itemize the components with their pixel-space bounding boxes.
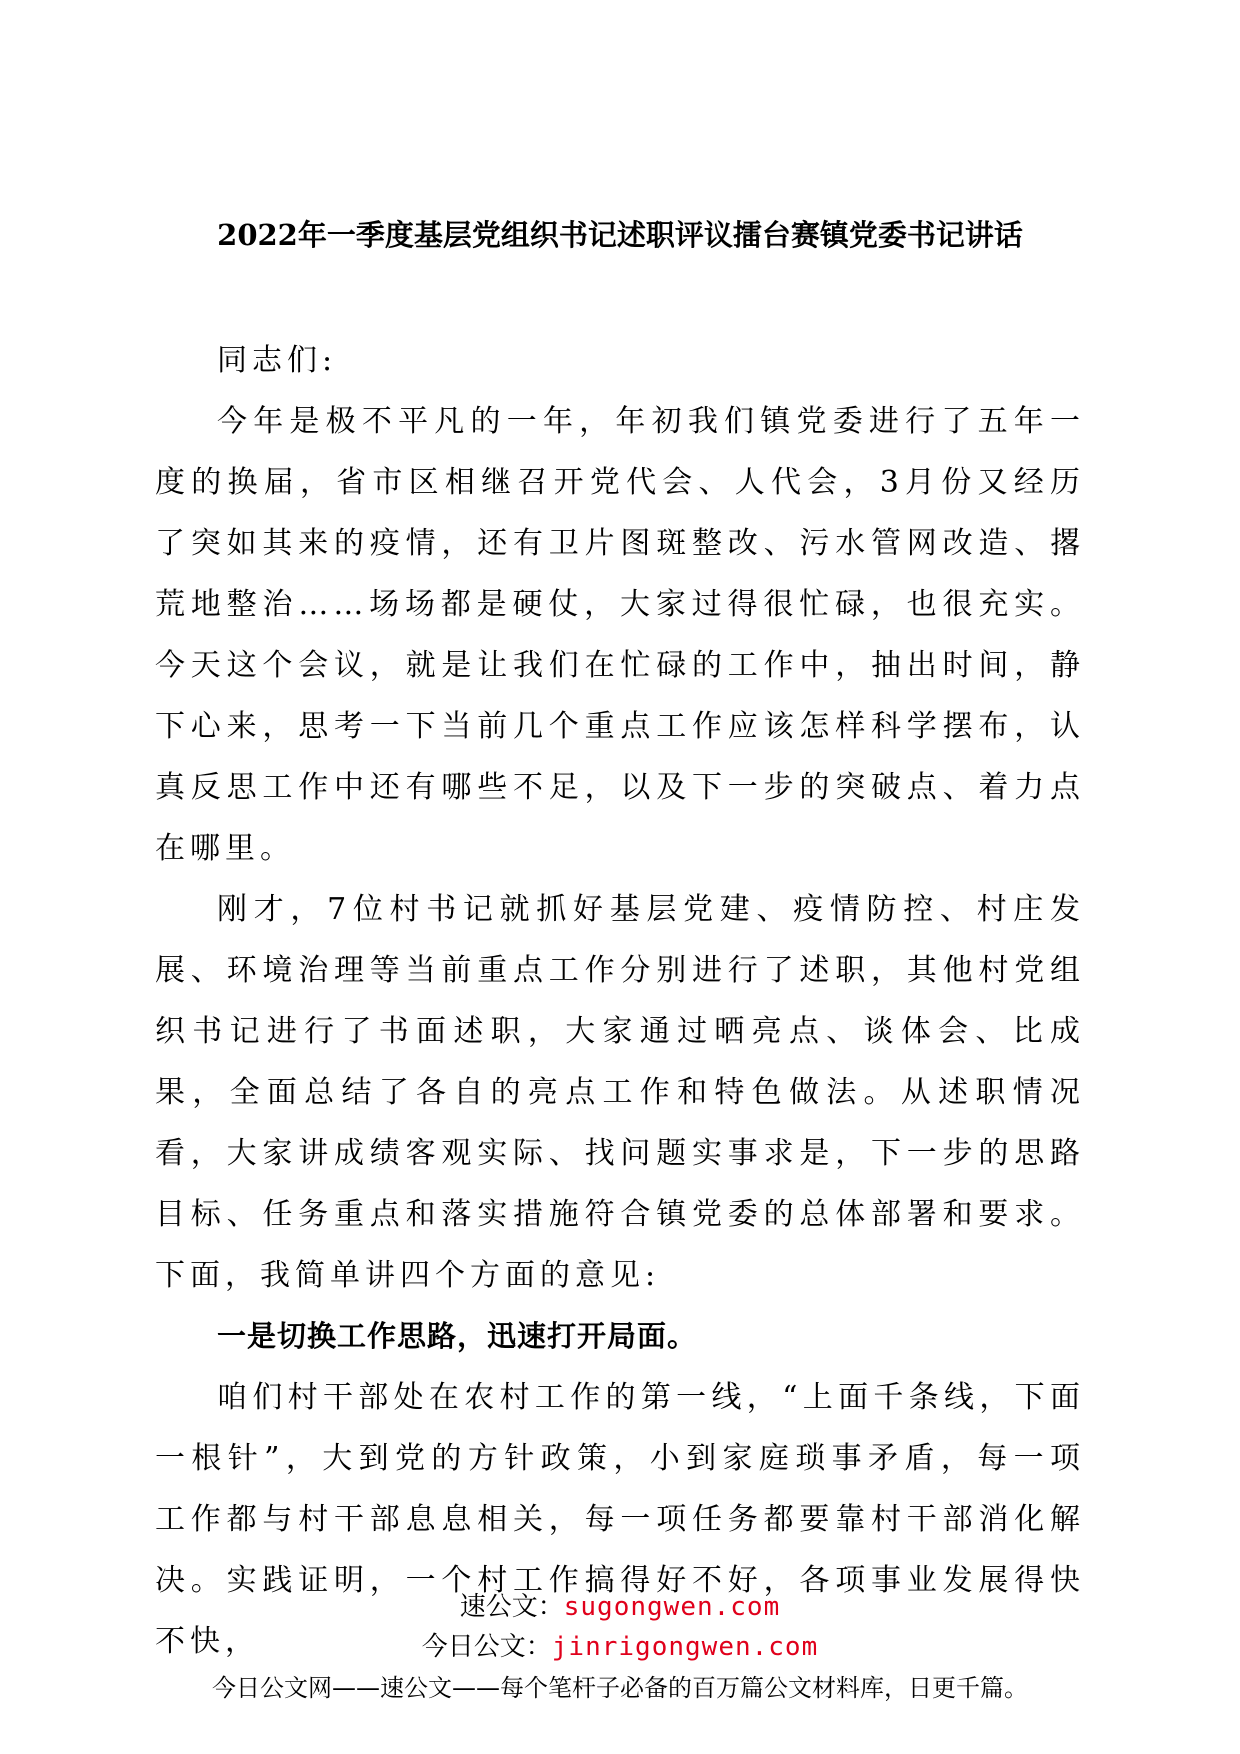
document-title: 2022年一季度基层党组织书记述职评议擂台赛镇党委书记讲话 xyxy=(217,218,1023,252)
greeting: 同志们: xyxy=(217,343,338,378)
footer-jinrigongwen xyxy=(0,1630,1240,1664)
footer-sugongwen-label: 速公文： xyxy=(459,1592,564,1622)
document-body xyxy=(155,330,1085,1672)
footer-tagline: 今日公文网——速公文——每个笔杆子必备的百万篇公文材料库，日更千篇。 xyxy=(212,1674,1028,1702)
footer-jinrigongwen-label: 今日公文： xyxy=(421,1632,552,1662)
paragraph-review: 刚才，7位村书记就抓好基层党建、疫情防控、村庄发展、环境治理等当前重点工作分别进行了述职，其他村党组织书记进行了书面述职，大家通过晒亮点、谈体会、比成果，全面总结了各自的亮点工作和特色做法。从述职情况看，大家讲成绩客观实际、找问题实事求是，下一步的思路目标、任务重点和落实措施符合镇党委的总体部署和要求。下面，我简单讲四个方面的意见: xyxy=(155,892,1085,1293)
footer-sugongwen-link[interactable]: sugongwen.com xyxy=(563,1592,781,1622)
footer-sugongwen xyxy=(0,1590,1240,1624)
footer-jinrigongwen-link[interactable]: jinrigongwen.com xyxy=(551,1632,819,1662)
paragraph-intro: 今年是极不平凡的一年，年初我们镇党委进行了五年一度的换届，省市区相继召开党代会、人代会，3月份又经历了突如其来的疫情，还有卫片图斑整改、污水管网改造、撂荒地整治……场场都是硬仗，大家过得很忙碌，也很充实。今天这个会议，就是让我们在忙碌的工作中，抽出时间，静下心来，思考一下当前几个重点工作应该怎样科学摆布，认真反思工作中还有哪些不足，以及下一步的突破点、着力点在哪里。 xyxy=(155,404,1085,866)
section-paragraph: 咱们村干部处在农村工作的第一线，“上面千条线，下面一根针”，大到党的方针政策，小到家庭琐事矛盾，每一项工作都与村干部息息相关，每一项任务都要靠村干部消化解决。实践证明，一个村工作搞得好不好，各项事业发展得快不快， xyxy=(155,1380,1085,1659)
section-heading: 一是切换工作思路，迅速打开局面。 xyxy=(217,1319,698,1353)
